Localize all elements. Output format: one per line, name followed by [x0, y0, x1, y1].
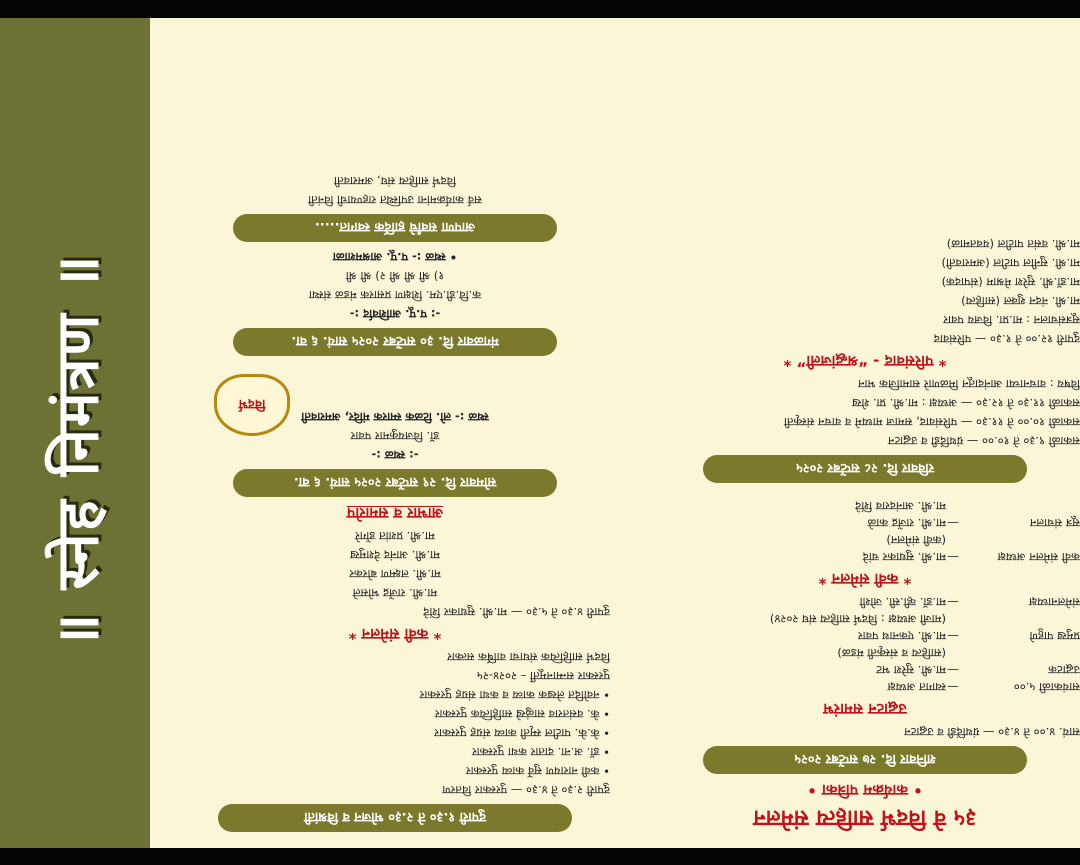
sangh-logo-icon: विदर्भ	[214, 374, 290, 436]
upside-down-content	[150, 18, 1080, 848]
day2-line: सकाळी ११.३० ते १२.३० — अध्यक्ष : मा.श्री. प्रा. शेख	[852, 396, 1080, 410]
bottom-bar	[0, 848, 1080, 865]
award-line: • के. वसंतराव साळुंखे साहित्यिक पुरस्कार	[434, 707, 610, 721]
parisanvad-heading: * परिसंवाद - “श्रद्धांजली” *	[783, 352, 947, 370]
kavi2-line: मा.श्री. लक्ष्मण बोरकर	[349, 567, 441, 581]
inaug-heading: उद्घाटन समारंभ	[823, 700, 907, 718]
invitation-title: ॥ स्नेह निमंत्रण ॥	[43, 253, 112, 649]
kavi2-line: मा.श्री. आनंद देशमुख	[349, 548, 441, 562]
guest-label: -: स्थळ :-	[371, 448, 419, 462]
kavi-row: सूत्र संचालन — मा.श्री. राजेंद्र काळे	[867, 516, 1080, 530]
day1-line: सायं. ४.०० ते ४.३० — ग्रंथदिंडी व उद्घाटन	[904, 725, 1080, 739]
day2-line: सकाळी ९.३० ते १०.०० — ग्रंथदिंडी व उद्घाटन	[888, 434, 1080, 448]
inaug-row: सायंकाळी ५.०० — स्वागत अध्यक्ष	[887, 680, 1080, 694]
program-subheadline: • कार्यक्रम पत्रिका •	[807, 781, 923, 799]
pp-line: क.वि.डी.एम. शिक्षण प्रसारक मंडळ संस्था	[308, 288, 482, 302]
inaug-row: संमेलनाध्यक्ष — मा.डॉ. व्ही.सी. जोशी	[859, 595, 1080, 609]
day4-banner: मंगळवार दि. ३० सप्टेंबर २०२५ सायं. ६ वा.	[233, 328, 557, 356]
venue-line: स्थळ :- लो. टिळक स्मारक मंदिर, अमरावती	[301, 410, 489, 424]
day2-tail-line: मा.श्री. वसंत पाटील (यवतमाळ)	[946, 237, 1080, 251]
lunch-banner: दुपारी १.३० ते २.३० भोजन व विश्रांती	[218, 804, 572, 832]
pp-line: १) श्री श्री श्री २) श्री श्री	[345, 269, 445, 283]
inaug-row: उद्घाटक — मा.श्री. सुरेश भट	[876, 663, 1080, 677]
kavi-row: मा.श्री. आनंदराव शिंदे	[855, 499, 946, 513]
award-line: • डॉ. अ.ना. दातार कथा पुरस्कार	[471, 745, 610, 759]
kavi2-line: मा.श्री. राजेंद्र भोसले	[352, 586, 438, 600]
kavi2-line: दुपारी ४.३० ते ५.३० — मा.श्री. सुधाकर शिंदे	[423, 605, 610, 619]
venue2-line: • स्थळ :- प.पू. आश्रमशाळा	[332, 250, 458, 264]
day2-tail-line: मा.श्री. नंदन शुक्ल (साहित्य)	[961, 294, 1080, 308]
kavi-row: कवी संमेलन अध्यक्ष — मा.श्री. सुधाकर चांदे	[862, 550, 1080, 564]
award-line: • कवी नारायण सुर्वे काव्य पुरस्कार	[465, 764, 610, 778]
day2-tail-line: मा.श्री. सुनील पाटील (अमरावती)	[941, 256, 1080, 270]
program-column-right	[650, 28, 1080, 838]
kavi-row: (कवी संमेलन)	[886, 533, 946, 547]
program-card	[150, 18, 1080, 848]
inaug-row: (साहित्य व संस्कृती मंडळ)	[837, 646, 946, 660]
day3-banner: सोमवार दि. २९ सप्टेंबर २०२५ सायं. ६ वा.	[233, 469, 557, 497]
footer-line: विदर्भ साहित्य संघ, अमरावती	[334, 174, 456, 188]
award-line: पुरस्कार सन्मानमूर्ती – २०२४-२५	[476, 669, 610, 683]
day2-tail-line: सूत्रसंचालन : मा.प्रा. विजय पवार	[943, 313, 1080, 327]
day1-banner: शनिवार दि. २७ सप्टेंबर २०२५	[703, 746, 1027, 774]
award-line: • के.के. पाटील स्मृती काव्य संग्रह पुरस्कार	[434, 726, 610, 740]
kavi-heading: * कवी संमेलन *	[818, 570, 912, 588]
day2-banner: रविवार दि. २८ सप्टेंबर २०२५	[703, 455, 1027, 483]
inaug-row: प्रमुख पाहुणे — मा.श्री. एकनाथ पवार	[857, 629, 1080, 643]
invitation-spine	[0, 18, 150, 848]
pp-heading: -: प.पू. आशिर्वाद :-	[349, 307, 441, 321]
welcome-pill: आपणा सर्वांचे हार्दिक स्वागत.....	[233, 214, 557, 242]
inaug-row: (माजी अध्यक्ष : विदर्भ साहित्य संघ २०२४)	[769, 612, 946, 626]
day2-tail-line: मा.डॉ.श्री. सुरेश मेश्राम (संपादक)	[941, 275, 1080, 289]
topic-line: विषय : वाचनाच्या आनंदातून मिळणारे सामाजिक भान	[858, 377, 1080, 391]
day2-line: सकाळी १०.०० ते ११.३० — परिसंवाद, समाज माध्यमे व वाचन संस्कृती	[783, 415, 1080, 429]
program-column-left	[180, 28, 610, 838]
closing-heading: आभार व समारोप	[346, 504, 444, 522]
guest-name: डॉ. विजयकुमार पवार	[350, 429, 440, 443]
kavi2-line: मा.श्री. प्रशांत डोंगरे	[355, 529, 435, 543]
award-line: विदर्भ साहित्यिक संघाचा वार्षिक सत्कार	[447, 650, 610, 664]
top-bar	[0, 0, 1080, 18]
award-line: दुपारी २.३० ते ४.३० — पुरस्कार वितरण	[442, 783, 610, 797]
sammelan-headline: ३५ वे विदर्भ साहित्य संमेलन	[753, 805, 977, 830]
footer-line: सर्व कार्यक्रमांना उपस्थित राहण्याची विनंती	[308, 193, 482, 207]
day2-tail-line: दुपारी १२.०० ते १.३० — परिसंवाद	[933, 332, 1080, 346]
kavi2-heading: * कवी संमेलन *	[348, 625, 442, 643]
award-line: • नवोदित लेखक काव्य व कथा संग्रह पुरस्कार	[419, 688, 610, 702]
